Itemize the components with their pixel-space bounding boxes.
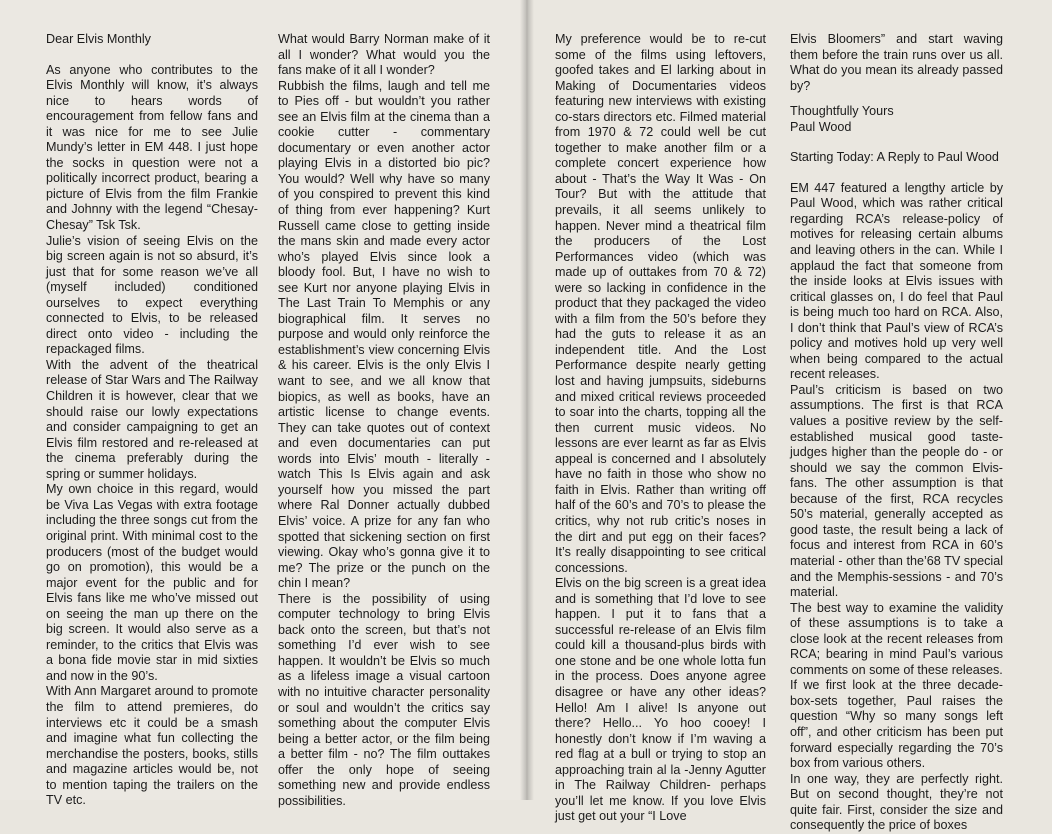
- paragraph: The best way to examine the validity of these assumptions is to take a close look at the recent releases from RCA; bearing in mind Paul’s various comments on some of these releases.: [790, 600, 1003, 677]
- column-1: [46, 32, 258, 809]
- column-3: [555, 32, 766, 825]
- paragraph: My preference would be to re-cut some of the films using leftovers, goofed takes and El larking about in Making of Documentaries videos featuring new interviews with existing co-stars directors etc. Filmed material from 1970 & 72 could well be cut together to make another film or a complete concert experience how about - That’s the Way It Was - On Tour? But with the attitude that prevails, it all seems unlikely to happen. Never mind a theatrical film the producers of the Lost Performances video (which was made up of outtakes from 70 & 72) were so lacking in confidence in the product that they packaged the video with a film from the 50’s before they had the guts to release it as an independent title. And the Lost Performance despite nearly getting lost and having jumpsuits, sideburns and mixed critical reviews proceeded to soar into the charts, topping all the then current music videos. No lessons are ever learnt as far as Elvis appeal is concerned and I absolutely have no faith in those who show no faith in Elvis. Rather than writing off half of the 60’s and 70’s to please the critics, why not rub critic’s noses in the dirt and put egg on their faces? It’s really disappointing to see critical concessions.: [555, 32, 766, 575]
- paragraph: My own choice in this regard, would be Viva Las Vegas with extra footage including the three songs cut from the original print. With minimal cost to the producers (most of the budget would go on promotion), this would be a major event for the public and for Elvis fans like me who’ve missed out on seeing the man up there on the big screen. It would also serve as a reminder, to the critics that Elvis was a bona fide movie star in mid sixties and now in the 90’s.: [46, 482, 258, 683]
- paragraph: Elvis Bloomers” and start waving them before the train runs over us all. What do you mean its already passed by?: [790, 32, 1003, 93]
- column-4: [790, 32, 1003, 834]
- paragraph: There is the possibility of using computer technology to bring Elvis back onto the screen, but that’s not something I’d ever wish to see happen. It wouldn’t be Elvis so much as a lifeless image a visual cartoon with no intuitive character personality or soul and wouldn’t the critics say something about the computer Elvis being a better actor, or the film being a better film - no? The film outtakes offer the only hope of seeing something new and provide endless possibilities.: [278, 591, 490, 808]
- letter-salutation: Dear Elvis Monthly: [46, 32, 151, 46]
- letter-author: Paul Wood: [790, 119, 852, 134]
- paragraph: What would Barry Norman make of it all I wonder? What would you the fans make of it all I wonder?: [278, 32, 490, 78]
- article-heading: Starting Today: A Reply to Paul Wood: [790, 150, 999, 165]
- paragraph: With Ann Margaret around to promote the film to attend premieres, do interviews etc it could be a smash and imagine what fun collecting the merchandise the posters, books, stills and magazine articles would be, not to mention taping the trailers on the TV etc.: [46, 684, 258, 808]
- paragraph: As anyone who contributes to the Elvis Monthly will know, it’s always nice to hears words of encouragement from fellow fans and it was nice for me to see Julie Mundy’s letter in EM 448. I just hope the socks in question were not a politically incorrect product, bearing a picture of Elvis from the film Frankie and Johnny with the legend “Chesay-Chesay” Tsk Tsk.: [46, 62, 258, 233]
- paragraph: If we first look at the three decade-box-sets together, Paul raises the question “Why so many songs left off”, and other criticism has been put forward especially regarding the 70’s box from various others.: [790, 678, 1003, 771]
- paragraph: Elvis on the big screen is a great idea and is something that I’d love to see happen. I put it to fans that a successful re-release of an Elvis film could kill a thousand-plus birds with one stone and be one whole lotta fun in the process. Does anyone agree disagree or have any other ideas? Hello! Am I alive! Is anyone out there? Hello... Yo hoo cooey! I honestly don’t know if I’m waving a red flag at a bull or trying to stop an approaching train al la -Jenny Agutter in The Railway Children- perhaps you’ll let me know. If you love Elvis just get out your “I Love: [555, 576, 766, 824]
- column-2: [278, 32, 490, 809]
- letter-signoff: Thoughtfully Yours: [790, 104, 894, 119]
- paragraph: Rubbish the films, laugh and tell me to Pies off - but wouldn’t you rather see an Elvis film at the cinema than a cookie cutter - commentary documentary or even another actor playing Elvis in a distorted bio pic? You would? Well why have so many of you conspired to prevent this kind of thing from ever happening? Kurt Russell came close to getting inside the mans skin and made every actor who’s played Elvis since look a bloody fool. But, I have no wish to see Kurt nor anyone playing Elvis in The Last Train To Memphis or any biographical film. It serves no purpose and would only reinforce the establishment’s view concerning Elvis & his career. Elvis is the only Elvis I want to see, and we all know that biopics, as well as books, have an artistic license to change events. They can take quotes out of context and even documentaries can put words into Elvis’ mouth - literally - watch This Is Elvis again and ask yourself how you missed the part where Ral Donner actually dubbed Elvis’ voice. A prize for any fan who spotted that sickening section on first viewing. Okay who’s gonna give it to me? The prize or the punch on the chin I mean?: [278, 78, 490, 591]
- paragraph: Paul’s criticism is based on two assumptions. The first is that RCA values a positive review by the self-established musical good taste-judges higher than the people do - or should we say the common Elvis-fans. The other assumption is that because of the first, RCA recycles 50’s material, generally accepted as good taste, the result being a lack of focus and interest from RCA in 60’s material - other than the’68 TV special and the Memphis-sessions - and 70’s material.: [790, 382, 1003, 600]
- paragraph: With the advent of the theatrical release of Star Wars and The Railway Children it is however, clear that we should raise our lowly expectations and consider campaigning to get an Elvis film restored and re-released at the cinema preferably during the spring or summer holidays.: [46, 357, 258, 481]
- page-gutter: [520, 0, 534, 800]
- paragraph: Julie’s vision of seeing Elvis on the big screen again is not so absurd, it’s just that for some reason we’ve all (myself included) conditioned ourselves to expect everything connected to Elvis, to be released direct onto video - including the repackaged films.: [46, 233, 258, 357]
- paragraph: In one way, they are perfectly right. But on second thought, they’re not quite fair. First, consider the size and consequently the price of boxes: [790, 771, 1003, 833]
- paragraph: EM 447 featured a lengthy article by Paul Wood, which was rather critical regarding RCA’s release-policy of motives for releasing certain albums and leaving others in the can. While I applaud the fact that someone from the inside looks at Elvis issues with critical glasses on, I do feel that Paul is being much too hard on RCA. Also, I don’t think that Paul’s view of RCA’s policy and motives hold up very well when being compared to the actual recent releases.: [790, 180, 1003, 382]
